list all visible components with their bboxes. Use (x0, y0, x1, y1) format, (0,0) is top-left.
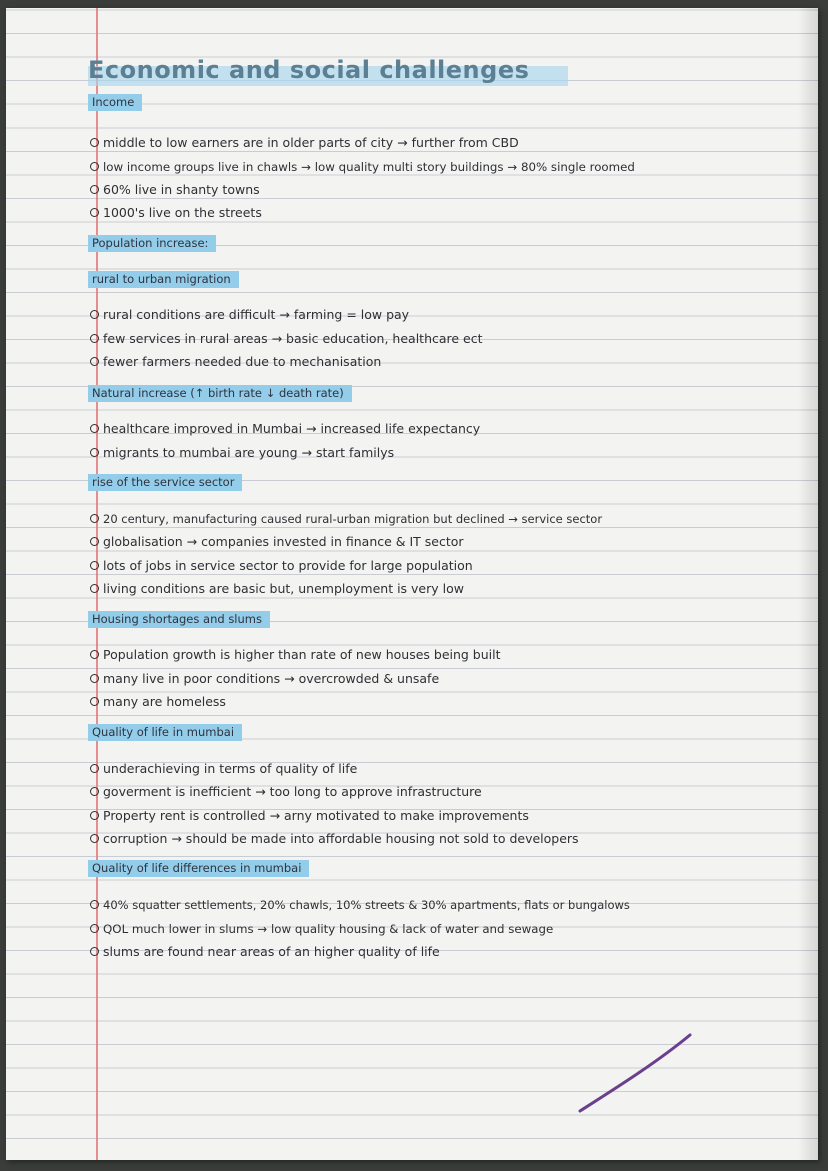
section-heading-migration: rural to urban migration (88, 271, 239, 288)
bullet-item: corruption → should be made into affordable housing not sold to developers (88, 828, 579, 850)
bullet-item: rural conditions are difficult → farming = low pay (88, 304, 409, 326)
bullet-icon (90, 900, 99, 909)
bullet-icon (90, 357, 99, 366)
purple-checkmark-icon (576, 1033, 716, 1123)
bullet-icon (90, 764, 99, 773)
bullet-icon (90, 138, 99, 147)
bullet-item: middle to low earners are in older parts of city → further from CBD (88, 132, 519, 154)
section-heading-service-sector: rise of the service sector (88, 474, 242, 491)
section-heading-quality-of-life: Quality of life in mumbai (88, 724, 242, 741)
bullet-item: many are homeless (88, 691, 226, 713)
bullet-icon (90, 185, 99, 194)
bullet-icon (90, 787, 99, 796)
bullet-item: goverment is inefficient → too long to approve infrastructure (88, 781, 482, 803)
section-heading-population: Population increase: (88, 235, 216, 252)
bullet-item: 40% squatter settlements, 20% chawls, 10% streets & 30% apartments, flats or bungalows (88, 894, 630, 916)
bullet-icon (90, 834, 99, 843)
bullet-item: many live in poor conditions → overcrowded & unsafe (88, 668, 439, 690)
page-edge-shadow (798, 8, 818, 1160)
bullet-item: globalisation → companies invested in finance & IT sector (88, 531, 464, 553)
bullet-icon (90, 650, 99, 659)
bullet-icon (90, 811, 99, 820)
bullet-icon (90, 537, 99, 546)
bullet-item: living conditions are basic but, unemployment is very low (88, 578, 464, 600)
bullet-item: 20 century, manufacturing caused rural-urban migration but declined → service sector (88, 508, 602, 530)
bullet-item: lots of jobs in service sector to provide for large population (88, 555, 473, 577)
bullet-icon (90, 561, 99, 570)
bullet-icon (90, 334, 99, 343)
bullet-icon (90, 584, 99, 593)
section-heading-housing: Housing shortages and slums (88, 611, 270, 628)
bullet-item: QOL much lower in slums → low quality housing & lack of water and sewage (88, 918, 553, 940)
bullet-item: migrants to mumbai are young → start familys (88, 442, 394, 464)
bullet-icon (90, 947, 99, 956)
section-heading-natural-increase: Natural increase (↑ birth rate ↓ death rate) (88, 385, 352, 402)
bullet-item: fewer farmers needed due to mechanisation (88, 351, 381, 373)
bullet-icon (90, 424, 99, 433)
bullet-item: healthcare improved in Mumbai → increased life expectancy (88, 418, 480, 440)
bullet-icon (90, 448, 99, 457)
bullet-item: Property rent is controlled → arny motivated to make improvements (88, 805, 529, 827)
bullet-item: 60% live in shanty towns (88, 179, 260, 201)
bullet-icon (90, 924, 99, 933)
bullet-icon (90, 208, 99, 217)
bullet-icon (90, 674, 99, 683)
bullet-item: 1000's live on the streets (88, 202, 262, 224)
bullet-icon (90, 697, 99, 706)
bullet-item: underachieving in terms of quality of life (88, 758, 357, 780)
page-title: Economic and social challenges (88, 56, 530, 84)
bullet-item: few services in rural areas → basic education, healthcare ect (88, 328, 483, 350)
bullet-item: low income groups live in chawls → low quality multi story buildings → 80% single roomed (88, 156, 635, 178)
notebook-page (6, 8, 818, 1160)
bullet-icon (90, 162, 99, 171)
bullet-icon (90, 514, 99, 523)
section-heading-income: Income (88, 94, 142, 111)
bullet-icon (90, 310, 99, 319)
bullet-item: Population growth is higher than rate of new houses being built (88, 644, 501, 666)
section-heading-qol-differences: Quality of life differences in mumbai (88, 860, 309, 877)
bullet-item: slums are found near areas of an higher quality of life (88, 941, 440, 963)
